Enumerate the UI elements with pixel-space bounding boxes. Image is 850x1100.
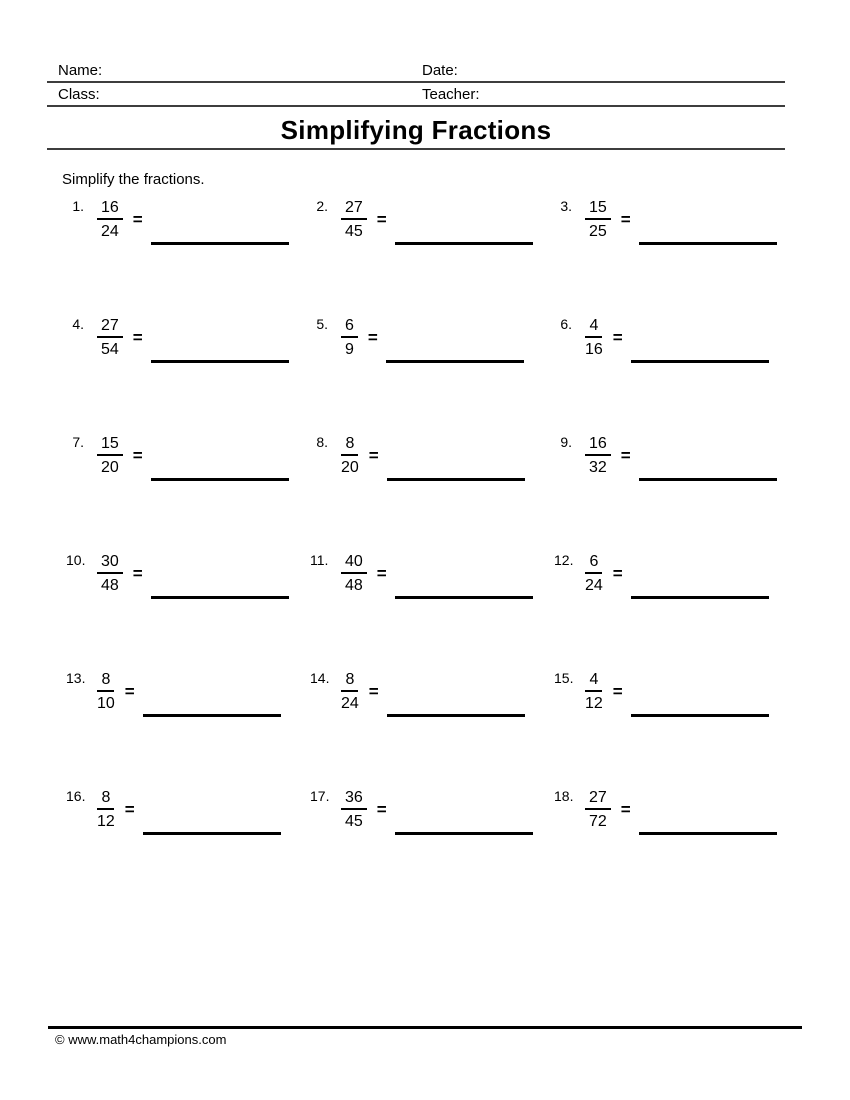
fraction-denominator: 16 bbox=[585, 341, 603, 358]
problem-number: 7. bbox=[72, 434, 84, 450]
equals-sign: = bbox=[124, 800, 135, 819]
fraction-numerator: 16 bbox=[585, 433, 611, 456]
fraction-denominator: 48 bbox=[101, 577, 119, 594]
fraction-denominator: 20 bbox=[341, 459, 359, 476]
problem-number: 13. bbox=[66, 670, 86, 686]
fraction-numerator: 4 bbox=[585, 315, 602, 338]
problem-item bbox=[310, 787, 534, 833]
fraction bbox=[97, 315, 123, 360]
answer-blank bbox=[151, 596, 289, 599]
problem-item bbox=[554, 433, 778, 479]
problem-number: 15. bbox=[554, 670, 574, 686]
fraction bbox=[341, 787, 367, 832]
fraction-numerator: 8 bbox=[97, 787, 114, 810]
fraction-numerator: 27 bbox=[585, 787, 611, 810]
answer-blank bbox=[387, 714, 525, 717]
problem-item bbox=[66, 669, 290, 715]
problem-number: 10. bbox=[66, 552, 86, 568]
fraction bbox=[97, 669, 115, 714]
fraction-denominator: 72 bbox=[589, 813, 607, 830]
problem-item bbox=[554, 787, 778, 833]
problem-number: 6. bbox=[560, 316, 572, 332]
problem-item bbox=[66, 197, 290, 243]
answer-blank bbox=[631, 714, 769, 717]
fraction-numerator: 30 bbox=[97, 551, 123, 574]
footer-copyright: © www.math4champions.com bbox=[55, 1032, 227, 1047]
problem-item bbox=[66, 433, 290, 479]
equals-sign: = bbox=[132, 564, 143, 583]
problem-item bbox=[554, 315, 778, 361]
problem-number: 18. bbox=[554, 788, 574, 804]
fraction-denominator: 12 bbox=[97, 813, 115, 830]
name-date-row bbox=[47, 63, 785, 83]
equals-sign: = bbox=[376, 800, 387, 819]
answer-blank bbox=[151, 242, 289, 245]
problem-item bbox=[310, 315, 534, 361]
answer-blank bbox=[387, 478, 525, 481]
fraction bbox=[585, 787, 611, 832]
fraction-denominator: 9 bbox=[345, 341, 354, 358]
fraction bbox=[341, 315, 358, 360]
class-teacher-blank-line bbox=[47, 87, 785, 103]
fraction-numerator: 6 bbox=[341, 315, 358, 338]
class-label: Class: bbox=[58, 86, 100, 103]
fraction-denominator: 24 bbox=[341, 695, 359, 712]
problem-number: 8. bbox=[316, 434, 328, 450]
problem-item bbox=[310, 433, 534, 479]
fraction-numerator: 27 bbox=[97, 315, 123, 338]
problem-item bbox=[310, 197, 534, 243]
equals-sign: = bbox=[620, 210, 631, 229]
fraction-numerator: 16 bbox=[97, 197, 123, 220]
instruction-text: Simplify the fractions. bbox=[62, 171, 205, 188]
answer-blank bbox=[395, 242, 533, 245]
equals-sign: = bbox=[132, 210, 143, 229]
fraction-denominator: 25 bbox=[589, 223, 607, 240]
fraction-denominator: 20 bbox=[101, 459, 119, 476]
fraction-numerator: 8 bbox=[341, 669, 358, 692]
footer-rule bbox=[48, 1026, 802, 1029]
answer-blank bbox=[143, 714, 281, 717]
fraction-numerator: 15 bbox=[97, 433, 123, 456]
problem-number: 3. bbox=[560, 198, 572, 214]
problem-number: 11. bbox=[310, 552, 329, 568]
fraction bbox=[341, 197, 367, 242]
fraction-numerator: 15 bbox=[585, 197, 611, 220]
fraction-numerator: 36 bbox=[341, 787, 367, 810]
equals-sign: = bbox=[376, 564, 387, 583]
problem-item bbox=[66, 787, 290, 833]
problem-number: 14. bbox=[310, 670, 330, 686]
fraction-numerator: 4 bbox=[585, 669, 602, 692]
answer-blank bbox=[639, 478, 777, 481]
problem-number: 4. bbox=[72, 316, 84, 332]
fraction bbox=[97, 787, 115, 832]
equals-sign: = bbox=[367, 328, 378, 347]
fraction bbox=[341, 433, 359, 478]
fraction-numerator: 27 bbox=[341, 197, 367, 220]
fraction-denominator: 45 bbox=[345, 813, 363, 830]
answer-blank bbox=[143, 832, 281, 835]
fraction bbox=[97, 197, 123, 242]
class-teacher-row bbox=[47, 87, 785, 107]
answer-blank bbox=[386, 360, 524, 363]
answer-blank bbox=[631, 596, 769, 599]
problem-item bbox=[554, 551, 778, 597]
answer-blank bbox=[151, 360, 289, 363]
problem-item bbox=[310, 669, 534, 715]
equals-sign: = bbox=[132, 328, 143, 347]
equals-sign: = bbox=[612, 564, 623, 583]
problem-number: 12. bbox=[554, 552, 574, 568]
teacher-label: Teacher: bbox=[422, 86, 480, 103]
fraction-numerator: 8 bbox=[97, 669, 114, 692]
problem-number: 1. bbox=[72, 198, 84, 214]
answer-blank bbox=[151, 478, 289, 481]
date-label: Date: bbox=[422, 62, 458, 79]
fraction bbox=[585, 433, 611, 478]
answer-blank bbox=[395, 832, 533, 835]
equals-sign: = bbox=[368, 446, 379, 465]
fraction-denominator: 32 bbox=[589, 459, 607, 476]
problem-item bbox=[66, 551, 290, 597]
fraction-numerator: 8 bbox=[341, 433, 358, 456]
answer-blank bbox=[395, 596, 533, 599]
equals-sign: = bbox=[376, 210, 387, 229]
fraction-denominator: 10 bbox=[97, 695, 115, 712]
equals-sign: = bbox=[612, 682, 623, 701]
fraction-denominator: 54 bbox=[101, 341, 119, 358]
fraction-denominator: 24 bbox=[585, 577, 603, 594]
fraction-denominator: 12 bbox=[585, 695, 603, 712]
equals-sign: = bbox=[124, 682, 135, 701]
problem-item bbox=[554, 197, 778, 243]
problems-grid bbox=[66, 197, 778, 833]
problem-item bbox=[554, 669, 778, 715]
equals-sign: = bbox=[132, 446, 143, 465]
equals-sign: = bbox=[620, 800, 631, 819]
name-label: Name: bbox=[58, 62, 103, 79]
answer-blank bbox=[639, 832, 777, 835]
fraction-denominator: 48 bbox=[345, 577, 363, 594]
problem-item bbox=[66, 315, 290, 361]
answer-blank bbox=[639, 242, 777, 245]
fraction-denominator: 45 bbox=[345, 223, 363, 240]
problem-number: 16. bbox=[66, 788, 86, 804]
problem-number: 9. bbox=[560, 434, 572, 450]
fraction-numerator: 6 bbox=[585, 551, 602, 574]
fraction bbox=[341, 669, 359, 714]
answer-blank bbox=[631, 360, 769, 363]
fraction bbox=[585, 315, 603, 360]
fraction bbox=[585, 669, 603, 714]
equals-sign: = bbox=[368, 682, 379, 701]
fraction bbox=[585, 551, 603, 596]
problem-number: 17. bbox=[310, 788, 330, 804]
problem-number: 5. bbox=[316, 316, 328, 332]
fraction bbox=[97, 433, 123, 478]
page-title: Simplifying Fractions bbox=[47, 116, 785, 150]
fraction-denominator: 24 bbox=[101, 223, 119, 240]
equals-sign: = bbox=[620, 446, 631, 465]
problem-number: 2. bbox=[316, 198, 328, 214]
fraction bbox=[585, 197, 611, 242]
equals-sign: = bbox=[612, 328, 623, 347]
name-date-blank-line bbox=[47, 63, 785, 79]
fraction bbox=[341, 551, 367, 596]
fraction-numerator: 40 bbox=[341, 551, 367, 574]
fraction bbox=[97, 551, 123, 596]
problem-item bbox=[310, 551, 534, 597]
